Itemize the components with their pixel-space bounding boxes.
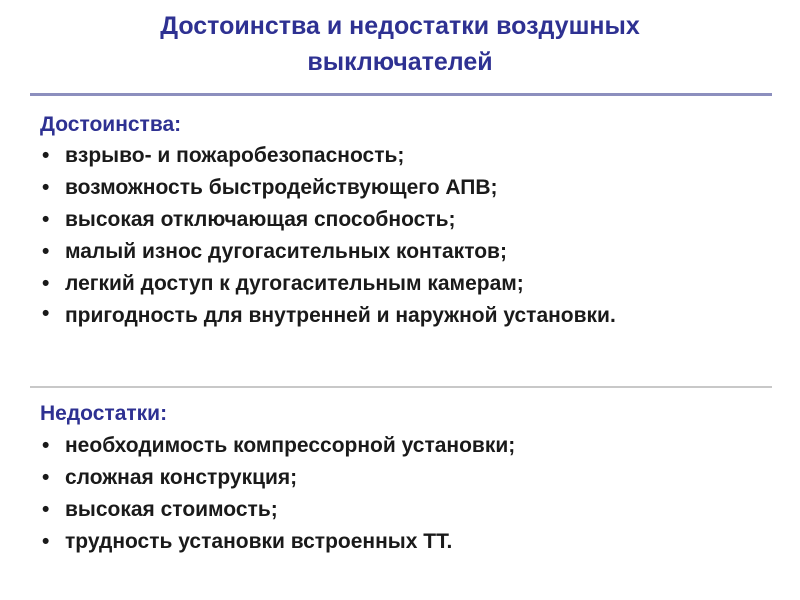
bullet-icon: • [42,272,50,295]
title-divider [30,93,772,96]
list-item [40,268,760,300]
list-item [40,462,760,494]
list-item-text: высокая отключающая способность; [65,208,456,231]
list-item [40,204,760,236]
advantages-heading: Достоинства: [40,113,182,136]
disadvantages-heading: Недостатки: [40,402,168,425]
list-item-text: легкий доступ к дугогасительным камерам; [65,272,524,295]
section-divider [30,386,772,388]
list-item [40,430,760,462]
disadvantages-list [40,430,760,558]
list-item-text: необходимость компрессорной установки; [65,434,516,457]
list-item-text: трудность установки встроенных ТТ. [65,530,453,553]
bullet-icon: • [42,434,50,457]
bullet-icon: • [42,302,50,325]
list-item [40,526,760,558]
bullet-icon: • [42,530,50,553]
bullet-icon: • [42,208,50,231]
list-item [40,140,760,172]
list-item-text: возможность быстродействующего АПВ; [65,176,498,199]
list-item-text: малый износ дугогасительных контактов; [65,240,507,263]
list-item [40,172,760,204]
slide-title-line-2: выключателей [307,48,493,76]
bullet-icon: • [42,144,50,167]
list-item [40,494,760,526]
slide-title-line-1: Достоинства и недостатки воздушных [160,12,640,40]
bullet-icon: • [42,176,50,199]
list-item-text: сложная конструкция; [65,466,298,489]
list-item [40,300,760,330]
advantages-list [40,140,760,330]
bullet-icon: • [42,240,50,263]
list-item-text: высокая стоимость; [65,498,278,521]
list-item [40,236,760,268]
bullet-icon: • [42,466,50,489]
bullet-icon: • [42,498,50,521]
slide-title [0,8,800,80]
list-item-text: пригодность для внутренней и наружной установки. [65,304,616,327]
list-item-text: взрыво- и пожаробезопасность; [65,144,405,167]
